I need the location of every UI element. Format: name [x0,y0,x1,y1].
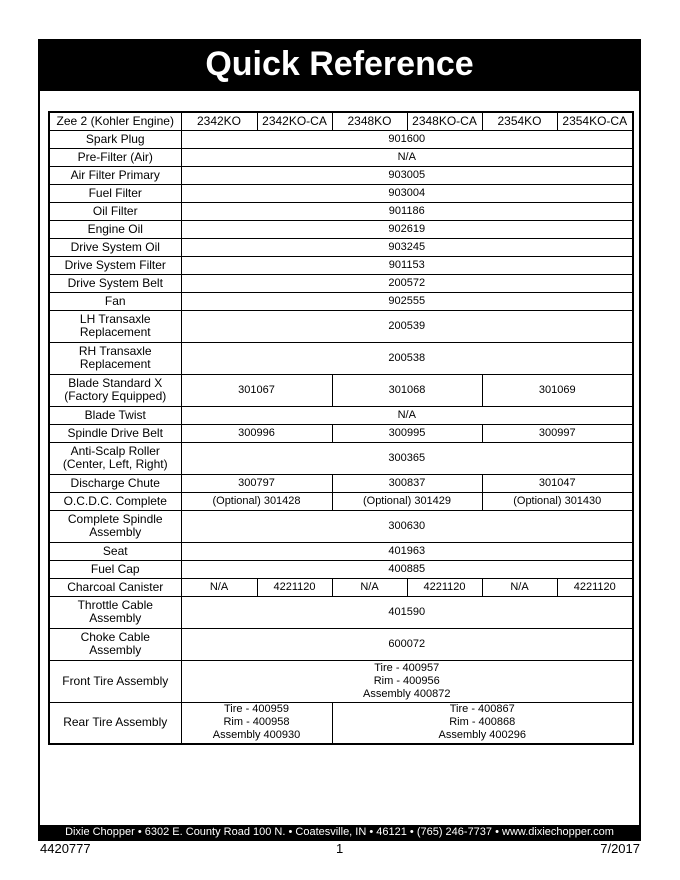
row-label: Oil Filter [49,202,181,220]
row-label: Charcoal Canister [49,578,181,596]
row-label: Spindle Drive Belt [49,424,181,442]
row-label: Fuel Cap [49,560,181,578]
header-cell: 2348KO-CA [407,112,482,130]
part-number: (Optional) 301428 [181,492,332,510]
part-line: Rim - 400958 [223,716,290,729]
table-row [49,310,633,342]
row-label: Seat [49,542,181,560]
row-label-line: Assembly [89,525,142,539]
table-row [49,406,633,424]
part-number: 901153 [181,256,633,274]
part-number: 300996 [181,424,332,442]
part-number: (Optional) 301429 [332,492,482,510]
table-row [49,256,633,274]
row-label: Pre-Filter (Air) [49,148,181,166]
header-cell: 2354KO [482,112,557,130]
table-row [49,542,633,560]
row-label [49,342,181,374]
table-row [49,238,633,256]
row-label: Discharge Chute [49,474,181,492]
row-label-line: Assembly [89,643,142,657]
table-row [49,202,633,220]
part-line: Assembly 400872 [363,687,451,700]
row-label: O.C.D.C. Complete [49,492,181,510]
page-number: 1 [336,841,344,856]
part-number: 901186 [181,202,633,220]
part-line: Assembly 400296 [438,729,526,742]
row-label: Drive System Oil [49,238,181,256]
part-number: 301069 [482,374,633,406]
row-label [49,442,181,474]
row-label-line: Replacement [79,357,151,371]
part-number: 401963 [181,542,633,560]
table-row [49,292,633,310]
part-number: 301067 [181,374,332,406]
part-number: N/A [181,406,633,424]
part-number: 300995 [332,424,482,442]
part-number: 401590 [181,596,633,628]
part-number: N/A [332,578,407,596]
row-label-line: Anti-Scalp Roller [70,444,160,458]
table-row [49,424,633,442]
part-number: 901600 [181,130,633,148]
row-label: Air Filter Primary [49,166,181,184]
part-number: 902555 [181,292,633,310]
part-number: 300837 [332,474,482,492]
header-cell: 2348KO [332,112,407,130]
part-number: 400885 [181,560,633,578]
part-number [181,660,633,702]
row-label-line: Complete Spindle [67,512,163,526]
part-number: 4221120 [557,578,633,596]
row-label-line: Choke Cable [80,630,150,644]
table-row [49,510,633,542]
row-label: Blade Twist [49,406,181,424]
row-label: Drive System Filter [49,256,181,274]
part-number: 902619 [181,220,633,238]
row-label: Spark Plug [49,130,181,148]
row-label-line: Blade Standard X [68,376,163,390]
table-row [49,492,633,510]
table-header-row [49,112,633,130]
row-label-line: Assembly [89,611,142,625]
doc-date: 7/2017 [600,841,640,856]
row-label-line: (Center, Left, Right) [62,457,168,471]
part-line: Rim - 400956 [373,674,440,687]
table-row [49,374,633,406]
part-number: 300630 [181,510,633,542]
table-row [49,220,633,238]
part-number: 300797 [181,474,332,492]
footer-address: Dixie Chopper • 6302 E. County Road 100 N. • Coatesville, IN • 46121 • (765) 246-7737 • www.dixiechopper.com [38,825,641,839]
part-number: N/A [181,578,257,596]
page-title: Quick Reference [38,39,641,91]
part-number: 903004 [181,184,633,202]
part-line: Assembly 400930 [212,729,301,742]
header-cell: 2342KO-CA [257,112,332,130]
row-label [49,596,181,628]
row-label [49,510,181,542]
table-row [49,184,633,202]
part-number [332,702,633,744]
doc-number: 4420777 [40,841,91,856]
row-label-line: Replacement [79,325,151,339]
part-number: 200539 [181,310,633,342]
table-row [49,660,633,702]
row-label-line: Throttle Cable [77,598,153,612]
part-number: N/A [482,578,557,596]
part-number: 300997 [482,424,633,442]
part-number: 200538 [181,342,633,374]
quick-reference-table [48,111,634,745]
row-label-line: (Factory Equipped) [64,389,167,403]
part-number: 300365 [181,442,633,474]
row-label: Engine Oil [49,220,181,238]
row-label-line: RH Transaxle [78,344,152,358]
row-label [49,628,181,660]
row-label: Fuel Filter [49,184,181,202]
row-label [49,310,181,342]
part-number: 301068 [332,374,482,406]
table-row [49,560,633,578]
table-row [49,130,633,148]
part-line: Tire - 400867 [449,703,515,716]
part-number: 301047 [482,474,633,492]
row-label [49,374,181,406]
header-cell: 2354KO-CA [557,112,633,130]
part-number: 200572 [181,274,633,292]
table-row [49,342,633,374]
part-number: N/A [181,148,633,166]
table-row [49,474,633,492]
part-line: Tire - 400959 [223,703,290,716]
part-number: 903245 [181,238,633,256]
row-label-line: LH Transaxle [79,312,151,326]
part-number: 600072 [181,628,633,660]
part-line: Rim - 400868 [449,716,516,729]
table-row [49,578,633,596]
part-number: (Optional) 301430 [482,492,633,510]
table-row [49,166,633,184]
row-label: Drive System Belt [49,274,181,292]
header-cell: Zee 2 (Kohler Engine) [49,112,181,130]
row-label: Front Tire Assembly [49,660,181,702]
table-row [49,148,633,166]
part-number: 4221120 [257,578,332,596]
table-row [49,442,633,474]
part-line: Tire - 400957 [374,661,440,674]
table-row [49,702,633,744]
table-row [49,596,633,628]
part-number: 903005 [181,166,633,184]
table-row [49,274,633,292]
row-label: Rear Tire Assembly [49,702,181,744]
part-number [181,702,332,744]
part-number: 4221120 [407,578,482,596]
table-row [49,628,633,660]
header-cell: 2342KO [181,112,257,130]
row-label: Fan [49,292,181,310]
